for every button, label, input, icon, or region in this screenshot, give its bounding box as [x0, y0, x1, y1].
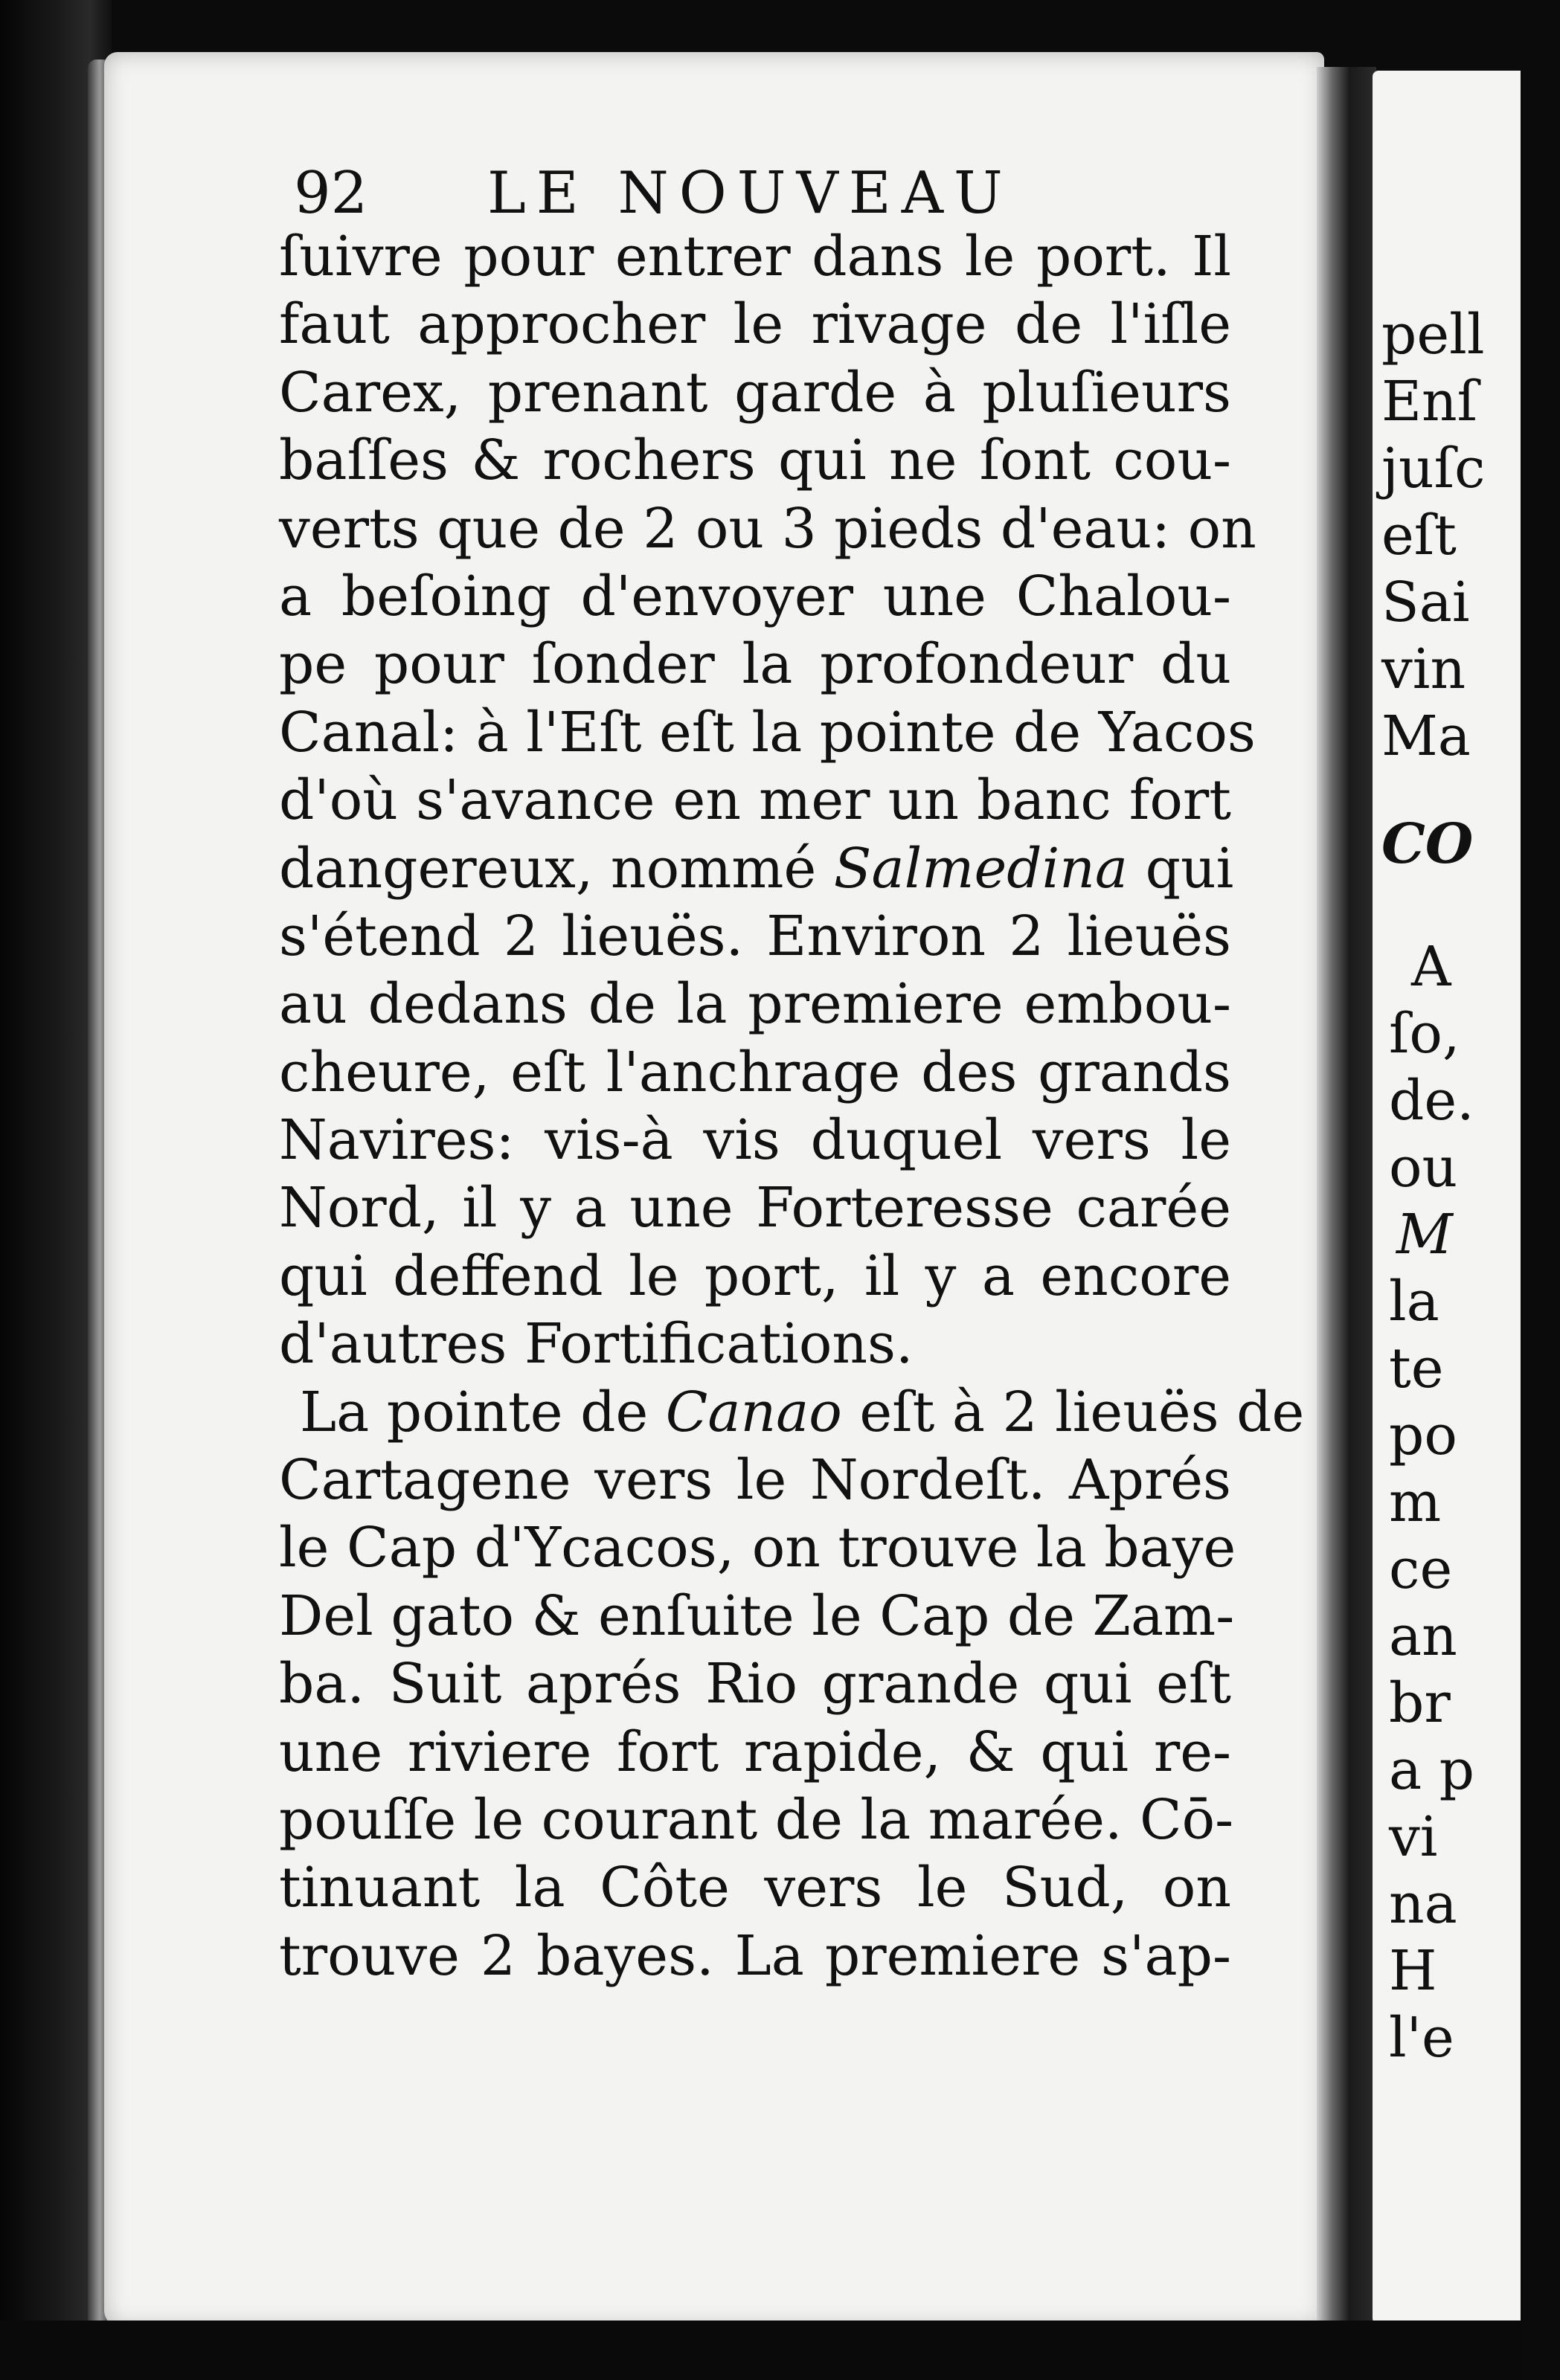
facing-fragment: de. [1389, 1069, 1474, 1133]
facing-fragment: l'e [1389, 2006, 1454, 2070]
text-line: d'autres Fortifications. [279, 1312, 914, 1377]
text-line: Del gato & enſuite le Cap de Zam- [279, 1583, 1235, 1648]
text-line: le Cap d'Ycacos, on trouve la baye [279, 1516, 1236, 1580]
text-line: qui deffend le port, il y a encore [279, 1244, 1231, 1308]
text-line: au dedans de la premiere embou- [279, 972, 1231, 1037]
running-head [294, 152, 1261, 234]
text-line: Nord, il y a une Forteresse carée [279, 1176, 1231, 1241]
text-segment: La pointe de [300, 1380, 649, 1444]
facing-fragment: ſo, [1389, 1002, 1460, 1066]
text-line: ſuivre pour entrer dans le port. Il [279, 225, 1231, 289]
facing-fragment: eſt [1381, 504, 1457, 567]
facing-fragment: la [1389, 1270, 1439, 1334]
facing-fragment: po [1389, 1403, 1457, 1467]
place-name-italic: Canao [665, 1380, 842, 1444]
text-line: Cartagene vers le Nordeſt. Aprés [279, 1448, 1231, 1513]
facing-fragment: juſc [1381, 437, 1486, 501]
text-line: une riviere fort rapide, & qui re- [279, 1720, 1231, 1784]
text-line: pouſſe le courant de la marée. Cō- [279, 1787, 1234, 1852]
text-line: faut approcher le rivage de l'iſle [279, 292, 1231, 357]
facing-fragment: vi [1389, 1805, 1438, 1869]
scan-bottom-edge [0, 2320, 1521, 2380]
text-line: trouve 2 bayes. La premiere s'ap- [279, 1923, 1231, 1988]
facing-page [1373, 71, 1521, 2324]
text-line: tinuant la Côte vers le Sud, on [279, 1856, 1231, 1920]
facing-fragment: ce [1389, 1537, 1453, 1601]
facing-fragment: Sai [1381, 570, 1470, 634]
facing-fragment: vin [1381, 637, 1466, 701]
facing-heading: CO [1381, 812, 1474, 876]
text-line: s'étend 2 lieuës. Environ 2 lieuës [279, 904, 1231, 968]
text-segment: qui [1145, 836, 1234, 901]
text-line: pe pour ſonder la profondeur du [279, 632, 1231, 697]
facing-fragment: Ma [1381, 704, 1471, 768]
facing-fragment: A [1411, 935, 1451, 999]
facing-fragment: br [1389, 1671, 1451, 1735]
facing-fragment: ou [1389, 1136, 1458, 1200]
text-segment: eſt à 2 lieuës de [859, 1380, 1305, 1444]
book-gutter [1317, 67, 1376, 2320]
running-title: LE NOUVEAU [487, 160, 1013, 227]
text-line [279, 835, 1234, 903]
body-text [279, 223, 1305, 1990]
facing-fragment: a p [1389, 1738, 1475, 1802]
facing-fragment: H [1389, 1939, 1437, 2003]
text-line: a beſoing d'envoyer une Chalou- [279, 564, 1231, 628]
text-line: verts que de 2 ou 3 pieds d'eau: on [279, 496, 1256, 561]
facing-fragment: an [1389, 1604, 1457, 1668]
facing-fragment: te [1389, 1337, 1444, 1400]
facing-fragment: pell [1381, 303, 1485, 367]
facing-fragment: M [1396, 1203, 1453, 1267]
text-line: baſſes & rochers qui ne ſont cou- [279, 428, 1231, 493]
text-line [279, 1379, 1305, 1447]
facing-fragment: na [1389, 1872, 1457, 1936]
text-line: Canal: à l'Eſt eſt la pointe de Yacos [279, 700, 1256, 765]
facing-fragment: m [1389, 1470, 1442, 1534]
text-line: Navires: vis-à vis duquel vers le [279, 1108, 1231, 1173]
text-line: cheure, eſt l'anchrage des grands [279, 1040, 1231, 1104]
place-name-italic: Salmedina [833, 836, 1129, 901]
text-line: Carex, prenant garde à pluſieurs [279, 360, 1231, 425]
text-line: ba. Suit aprés Rio grande qui eſt [279, 1652, 1231, 1717]
facing-fragment: Enſ [1381, 370, 1478, 434]
text-line: d'où s'avance en mer un banc fort [279, 768, 1231, 833]
page-number: 92 [294, 160, 368, 227]
text-segment: dangereux, nommé [279, 836, 817, 901]
